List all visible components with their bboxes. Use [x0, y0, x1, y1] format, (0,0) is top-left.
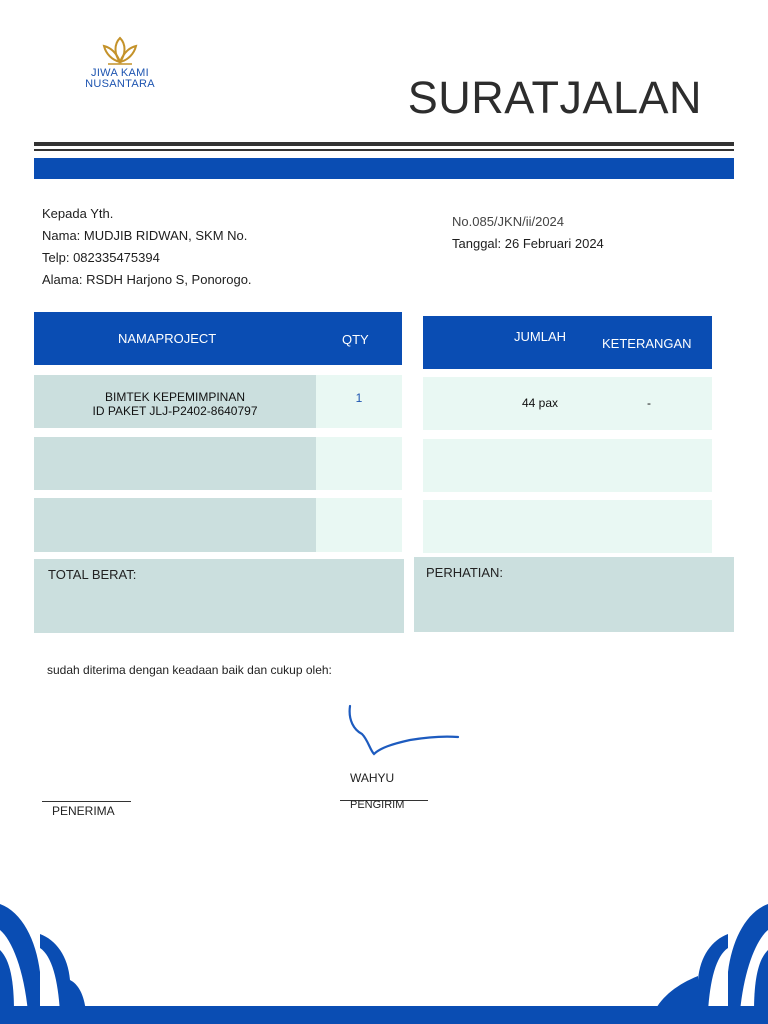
header-blue-bar [34, 158, 734, 179]
keterangan-value: - [647, 396, 651, 410]
table-row [34, 437, 316, 490]
receiver-signature-line [42, 801, 131, 802]
header-jumlah: JUMLAH [514, 329, 567, 344]
jumlah-value: 44 pax [521, 396, 559, 410]
header-rule-thin [34, 149, 734, 151]
document-title: SURATJALAN [407, 72, 702, 123]
recipient-address: Alama: RSDH Harjono S, Ponorogo. [42, 272, 252, 287]
perhatian-label: PERHATIAN: [426, 565, 504, 580]
table-row [34, 375, 316, 428]
document-info [452, 211, 604, 255]
receiver-label: PENERIMA [52, 804, 115, 818]
table-header-right [423, 316, 712, 369]
received-statement: sudah diterima dengan keadaan baik dan cukup oleh: [47, 663, 332, 677]
recipient-greeting: Kepada Yth. [42, 206, 114, 221]
table-header-left [34, 312, 402, 365]
table-row-right [423, 500, 712, 553]
recipient-name: Nama: MUDJIB RIDWAN, SKM No. [42, 228, 248, 243]
decorative-footer [0, 900, 768, 1024]
header-keterangan: KETERANGAN [602, 336, 692, 351]
sender-signature [340, 700, 464, 760]
qty-cell [316, 375, 402, 428]
table-row [34, 498, 316, 552]
qty-cell [316, 437, 402, 490]
project-name: BIMTEK KEPEMIMPINAN [104, 390, 246, 404]
logo-text-line2: NUSANTARA [85, 78, 155, 90]
table-row-right [423, 439, 712, 492]
sender-name: WAHYU [350, 771, 395, 785]
document-date: Tanggal: 26 Februari 2024 [452, 236, 604, 251]
perhatian-box [414, 557, 734, 632]
total-berat-box [34, 559, 404, 633]
recipient-info [42, 203, 252, 291]
lotus-icon [100, 36, 140, 68]
sender-label: PENGIRIM [350, 799, 405, 811]
logo-text-line1: JIWA KAMI [91, 67, 149, 79]
qty-value: 1 [355, 391, 363, 405]
header-qty: QTY [342, 332, 369, 347]
recipient-phone: Telp: 082335475394 [42, 250, 160, 265]
table-row-right [423, 377, 712, 430]
project-id: ID PAKET JLJ-P2402-8640797 [92, 404, 258, 418]
header-rule-thick [34, 142, 734, 146]
document-number: No.085/JKN/ii/2024 [452, 214, 565, 229]
qty-cell [316, 498, 402, 552]
company-logo [80, 36, 160, 90]
header-namaproject: NAMAPROJECT [118, 331, 217, 346]
total-berat-label: TOTAL BERAT: [48, 567, 137, 582]
